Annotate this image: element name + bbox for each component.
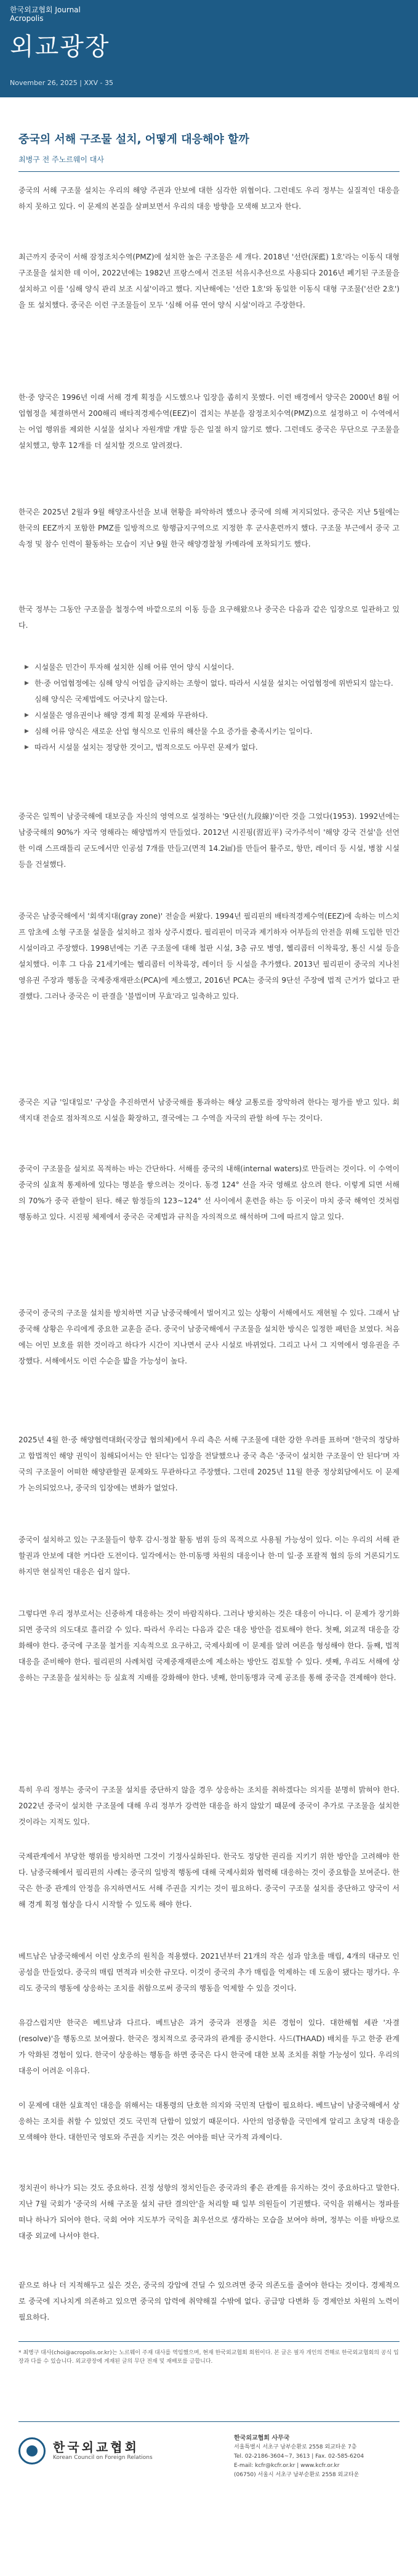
- paragraph: 끝으로 하나 더 지적해두고 싶은 것은, 중국의 강압에 견딜 수 있으려면 중국 의존도를 줄여야 한다는 것이다. 경제적으로 중국에 지나치게 의존하고 있으면 중국의 압력에 취약해질 수밖에 없다. 공급망 다변화 등 경제안보 차원의 노력이 필요하다.: [18, 2281, 400, 2322]
- contact-phone: Tel. 02-2186-3604~7, 3613 | Fax. 02-585-6204: [234, 2453, 364, 2460]
- footnote-divider: [18, 2341, 400, 2342]
- list-item: ▶ 시설물은 민간이 투자해 설치한 심해 어류 연어 양식 시설이다.: [25, 659, 394, 675]
- journal-name-kr: 한국외교협회 Journal: [10, 6, 81, 14]
- publication-title: 외교광장: [10, 33, 110, 61]
- org-name-en: Korean Council on Foreign Relations: [53, 2455, 153, 2461]
- issue-date: November 26, 2025 | XXV - 35: [10, 79, 113, 87]
- list-item: ▶ 시설물은 영유권이나 해양 경계 획정 문제와 무관하다.: [25, 707, 394, 723]
- paragraph: 중국은 남중국해에서 '회색지대(gray zone)' 전술을 써왔다. 1994년 필리핀의 배타적경제수역(EEZ)에 속하는 미스치프 암초에 소형 구조물 설물을 설치하고 점차 상주시켰다. 필리핀이 미국과 제기하자 어부들의 안전을 위해 도입한 민간 시설이라고 주장했다. 1998년에는 기존 구조물에 대해 철판 시설, 3층 규모 병영, 헬리콥터 이착륙장, 통신 시설 등을 설치했다. 이후 그 다음 21세기에는 헬리콥터 이착륙장, 레이더 등 시설을 추가했다. 2013년 필리핀이 중국의 지나친 영유권 주장과 행동을 국제중재재판소(PCA)에 제소했고, 2016년 PCA는 중국의 9단선 주장에 법적 근거가 없다고 판결했다. 그러나 중국은 이 판결을 '불법이며 무효'라고 일축하고 있다.: [18, 912, 400, 1001]
- paragraph: 중국이 구조물을 설치로 목적하는 바는 간단하다. 서해를 중국의 내해(internal waters)로 만들려는 것이다. 이 수역이 중국의 실효적 통제하에 있다는 명분을 쌓으려는 것이다. 동경 124° 선을 자국 영해로 삼으려 한다. 이렇게 되면 서해의 70%가 중국 관할이 된다. 해군 함정들의 123~124° 선 사이에서 훈련을 하는 등 이곳이 마치 중국 해역인 것처럼 행동하고 있다. 시진핑 체제에서 중국은 국제법과 규칙을 자의적으로 해석하며 그에 따르지 않고 있다.: [18, 1164, 400, 1221]
- paragraph: 한국 정부는 그동안 구조물을 철정수역 바깥으로의 이동 등을 요구해왔으나 중국은 다음과 같은 입장으로 일관하고 있다.: [18, 605, 400, 630]
- paragraph: 한·중 양국은 1996년 이래 서해 경계 획정을 시도했으나 입장을 좁히지 못했다. 이런 배경에서 양국은 2000년 8월 어업협정을 체결하면서 200해리 배타적경제수역(EEZ)이 겹치는 부분을 잠정조치수역(PMZ)으로 설정하고 이 수역에서는 어업 행위를 제외한 시설물 설치나 자원개발 개발 등은 일절 하지 않기로 했다. 그런데도 중국은 무단으로 구조물을 설치했고, 향후 12개를 더 설치할 것으로 알려졌다.: [18, 393, 400, 450]
- list-item: ▶ 따라서 시설물 설치는 정당한 것이고, 법적으로도 아무런 문제가 없다.: [25, 739, 394, 755]
- china-position-list: [25, 659, 394, 755]
- kcfr-emblem-icon: [18, 2437, 46, 2464]
- contact-address: 서울특별시 서초구 남부순환로 2558 외교타운 7층: [234, 2444, 357, 2450]
- paragraph: 중국이 중국의 구조물 설치를 방치하면 지금 남중국해에서 벌어지고 있는 상황이 서해에서도 재현될 수 있다. 그래서 남중국해 상황은 우리에게 중요한 교훈을 준다. 중국이 남중국해에서 구조물을 설치한 방식은 일정한 패턴을 보였다. 처음에는 어민 보호를 위한 것이라고 하다가 시간이 지나면서 군사 시설로 바뀌었다. 그리고 나서 그 지역에서 영유권을 주장했다. 서해에서도 이런 수순을 밟을 가능성이 높다.: [18, 1309, 400, 1365]
- paragraph: 유감스럽지만 한국은 베트남과 다르다. 베트남은 과거 중국과 전쟁을 치른 경험이 있다. 대한해협 세관 '자결(resolve)'을 행동으로 보여줬다. 한국은 정치적으로 중국과의 관계를 중시한다. 사드(THAAD) 배치를 두고 한중 관계가 악화된 경험이 있다. 한국이 상응하는 행동을 하면 중국은 다시 한국에 대한 보복 조치를 취할 가능성이 있다. 우리의 대응이 어려운 이유다.: [18, 2018, 400, 2075]
- paragraph: 이 문제에 대한 실효적인 대응을 위해서는 대통령의 단호한 의지와 국민적 단합이 필요하다. 베트남이 남중국해에서 상응하는 조치를 취할 수 있었던 것도 국민적 단합이 있었기 때문이다. 사안의 엄중함을 국민에게 알리고 초당적 대응을 모색해야 한다. 대한민국 영토와 주권을 지키는 것은 여야를 떠난 국가적 과제이다.: [18, 2101, 400, 2142]
- paragraph: 특히 우리 정부는 중국이 구조물 설치를 중단하지 않을 경우 상응하는 조치를 취하겠다는 의지를 분명히 밝혀야 한다. 2022년 중국이 설치한 구조물에 대해 우리 정부가 강력한 대응을 하지 않았기 때문에 중국이 추가로 구조물을 설치한 것이라는 지적도 있다.: [18, 1786, 400, 1826]
- paragraph: 중국이 설치하고 있는 구조물들이 향후 감시·정찰 활동 범위 등의 목적으로 사용될 가능성이 있다. 이는 우리의 서해 관할권과 안보에 대한 커다란 도전이다. 일각에서는 한·미동맹 차원의 대응이나 한·미 일·중 포괄적 협의 등의 거론되기도 하지만 현실적인 대응은 쉽지 않다.: [18, 1535, 400, 1576]
- article-author: 최병구 전 주노르웨이 대사: [18, 155, 104, 164]
- footer-logo: [18, 2434, 215, 2473]
- contact-email[interactable]: E-mail: kcfr@kcfr.or.kr | www.kcfr.or.kr: [234, 2463, 340, 2469]
- paragraph: 최근까지 중국이 서해 잠정조치수역(PMZ)에 설치한 높은 구조물은 세 개다. 2018년 '선란(深藍) 1호'라는 이동식 대형 구조물을 설치한 데 이어, 2022년에는 1982년 프랑스에서 건조된 석유시추선으로 사용되다 2016년 폐기된 구조물을 설치하고 이를 '심해 양식 관리 보조 시설'이라고 했다. 지난해에는 '선란 1호'와 동일한 이동식 대형 구조물('선란 2호')을 또 설치했다. 중국은 이런 구조물들이 모두 '심해 어류 연어 양식 시설'이라고 주장한다.: [18, 253, 400, 309]
- journal-name-en: Acropolis: [10, 14, 44, 23]
- paragraph: 한국은 2025년 2월과 9월 해양조사선을 보내 현황을 파악하려 했으나 중국에 의해 저지되었다. 중국은 지난 5월에는 한국의 EEZ까지 포함한 PMZ를 일방적으로 항행금지구역으로 지정한 후 군사훈련까지 했다. 구조물 부근에서 중국 고속정 및 참수 인력이 활동하는 모습이 지난 9월 한국 해양경찰청 카메라에 포착되기도 했다.: [18, 508, 400, 548]
- paragraph: 국제관계에서 부당한 행위를 방치하면 그것이 기정사실화된다. 한국도 정당한 권리를 지키기 위한 방안을 고려해야 한다. 남중국해에서 필리핀의 사례는 중국의 일방적 행동에 대해 국제사회와 협력해 대응하는 것이 중요함을 보여준다. 한국은 한·중 관계의 안정을 유지하면서도 서해 주권을 지키는 것이 필요하다. 중국이 구조물 설치를 중단하고 양국이 서해 경계 획정 협상을 다시 시작할 수 있도록 해야 한다.: [18, 1852, 400, 1909]
- contact-postal: (06750) 서울시 서초구 남부순환로 2558 외교타운: [234, 2472, 360, 2478]
- paragraph: 중국의 서해 구조물 설치는 우리의 해양 주권과 안보에 대한 심각한 위협이다. 그런데도 우리 정부는 실질적인 대응을 하지 못하고 있다. 이 문제의 본질을 살펴보면서 우리의 대응 방향을 모색해 보고자 한다.: [18, 186, 400, 211]
- paragraph: 베트남은 남중국해에서 이런 상호주의 원칙을 적용했다. 2021년부터 21개의 작은 섬과 암초를 매립, 4개의 대규모 인공섬을 만들었다. 중국의 매립 면적과 비슷한 규모다. 이것이 중국의 추가 매립을 억제하는 데 도움이 됐다는 평가다. 우리도 중국의 행동에 상응하는 조치를 취함으로써 중국의 행동을 억제할 수 있을 것이다.: [18, 1952, 400, 1993]
- footer-divider: [18, 2421, 400, 2422]
- footnote: * 최병구 대사(choi@acropolis.or.kr)는 노르웨이 주재 대사를 역임했으며, 현재 한국외교협회 회원이다. 본 글은 필자 개인의 견해로 한국외교협회의 공식 입장과 다를 수 있습니다. 외교광장에 게재된 글의 무단 전재 및 재배포를 금합니다.: [18, 2350, 399, 2365]
- paragraph: 중국은 일찍이 남중국해에 대보궁을 자신의 영역으로 설정하는 '9단선(九段線)'이란 것을 그었다(1953). 1992년에는 남중국해의 90%가 자국 영해라는 해양법까지 만들었다. 2012년 시진핑(習近平) 국가주석이 '해양 강국 건설'을 선언한 이래 스프래틀리 군도에서만 인공섬 7개를 만들고(면적 14.2㎢)를 만들어 활주로, 항만, 레이더 등 시설, 병참 시설 등을 건설했다.: [18, 812, 400, 869]
- journal-name: [10, 6, 81, 23]
- paragraph: 정치권이 하나가 되는 것도 중요하다. 진정 성향의 정치인들은 중국과의 좋은 관계를 유지하는 것이 중요하다고 말한다. 지난 7월 국회가 '중국의 서해 구조물 설치 규탄 결의안'을 처리할 때 일부 의원들이 기권했다. 국익을 위해서는 정파를 떠나 하나가 되어야 한다. 국회 여야 지도부가 국익을 최우선으로 생각하는 모습을 보여야 하며, 정부는 이를 바탕으로 대중 외교에 나서야 한다.: [18, 2184, 400, 2240]
- org-name-kr: 한국외교협회: [53, 2440, 139, 2455]
- paragraph: 그렇다면 우리 정부로서는 신중하게 대응하는 것이 바람직하다. 그러나 방치하는 것은 대응이 아니다. 이 문제가 장기화되면 중국의 의도대로 흘러갈 수 있다. 따라서 우리는 다음과 같은 대응 방안을 검토해야 한다. 첫째, 외교적 대응을 강화해야 한다. 중국에 구조물 철거를 지속적으로 요구하고, 국제사회에 이 문제를 알려 여론을 형성해야 한다. 둘째, 법적 대응을 준비해야 한다. 필리핀의 사례처럼 국제중재재판소에 제소하는 방안도 검토할 수 있다. 셋째, 우리도 서해에 상응하는 구조물을 설치하는 등 실효적 지배를 강화해야 한다. 넷째, 한미동맹과 국제 공조를 통해 중국을 견제해야 한다.: [18, 1609, 400, 1682]
- footer-contact: [234, 2434, 400, 2480]
- paragraph: 2025년 4월 한·중 해양협력대화(국장급 협의체)에서 우리 측은 서해 구조물에 대한 강한 우려를 표하며 '한국의 정당하고 합법적인 해양 권익이 침해되어서는 안 된다'는 입장을 전달했으나 중국 측은 '중국이 설치한 구조물이 안 된다'며 자국의 구조물이 어떠한 해양관할권 문제와도 무관하다고 주장했다. 그런데 2025년 11월 한중 정상회담에서도 이 문제가 논의되었으나, 중국의 입장에는 변화가 없었다.: [18, 1436, 400, 1492]
- list-item: ▶ 한·중 어업협정에는 심해 양식 어업을 금지하는 조항이 없다. 따라서 시설물 설치는 어업협정에 위반되지 않는다. 심해 양식은 국제법에도 어긋나지 않는다.: [25, 675, 394, 707]
- journal-banner: [0, 0, 418, 97]
- article-title: 중국의 서해 구조물 설치, 어떻게 대응해야 할까: [18, 133, 249, 146]
- paragraph: 중국은 지금 '일대일로' 구상을 추진하면서 남중국해를 통과하는 해상 교통로를 장악하려 한다는 평가를 받고 있다. 회색지대 전술로 점차적으로 시설을 확장하고, 결국에는 그 수역을 자국의 관할 하에 두는 것이다.: [18, 1098, 400, 1123]
- contact-org: 한국외교협회 사무국: [234, 2435, 290, 2442]
- list-item: ▶ 심해 어류 양식은 새로운 산업 형식으로 인류의 해산물 수요 증가를 충족시키는 일이다.: [25, 723, 394, 739]
- title-divider: [18, 171, 400, 172]
